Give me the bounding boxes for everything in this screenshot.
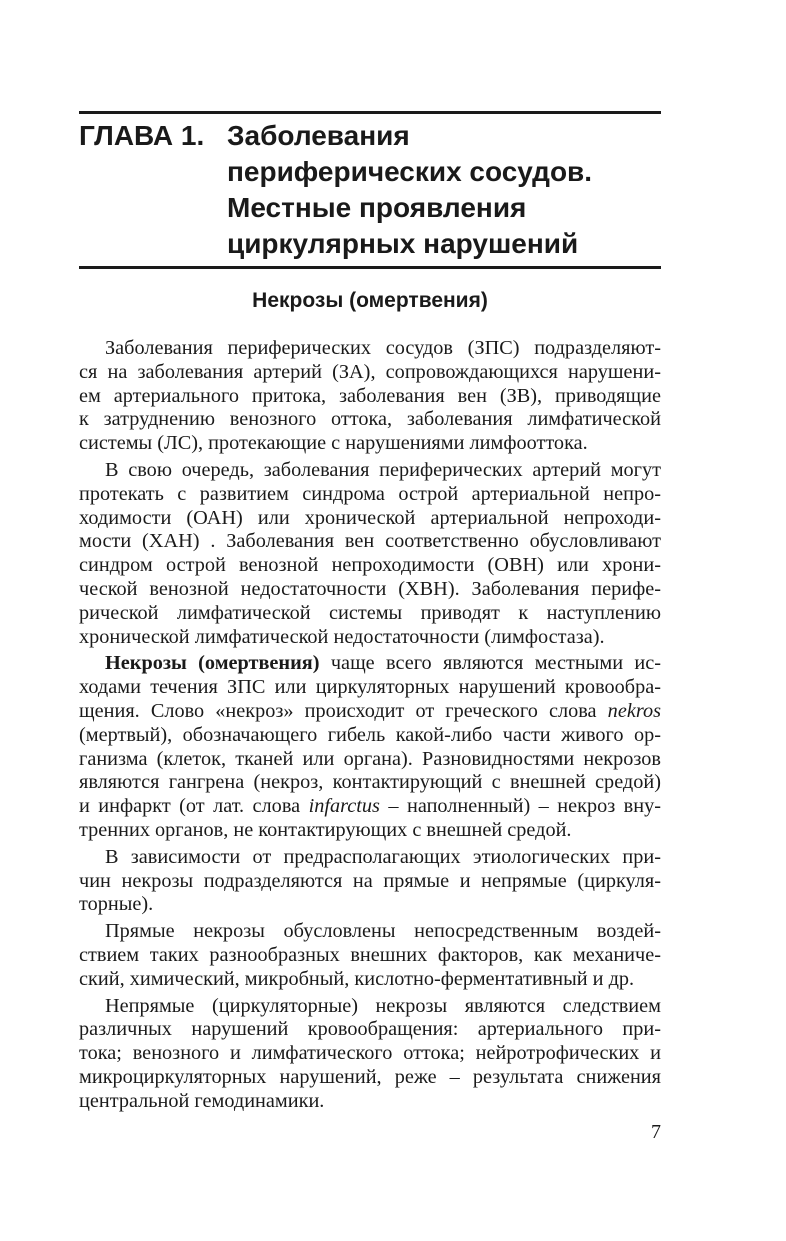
paragraph — [79, 920, 661, 991]
paragraph — [79, 337, 661, 456]
italic-term: infarctus — [308, 795, 380, 818]
text-fragment: – наполненный) – некроз вну- — [379, 795, 661, 818]
text-line: (мертвый), обозначающего гибель какой-либо части живого ор- — [79, 723, 661, 746]
chapter-header — [79, 118, 661, 262]
text-fragment: чаще всего являются местными ис- — [319, 652, 662, 675]
text-line: В зависимости от предрасполагающих этиологических при- — [105, 845, 661, 868]
text-line: ся на заболевания артерий (ЗА), сопровождающихся нарушени- — [79, 360, 661, 383]
text-line: рической лимфатической системы приводят к наступлению — [79, 601, 661, 624]
text-line: центральной гемодинамики. — [79, 1089, 325, 1112]
text-line: различных нарушений кровообращения: артериального при- — [79, 1018, 661, 1041]
text-line: к затруднению венозного оттока, заболевания лимфатической — [79, 408, 661, 431]
chapter-title-line: периферических сосудов. — [227, 156, 593, 187]
text-line — [79, 652, 661, 676]
text-line: протекать с развитием синдрома острой артериальной непро- — [79, 482, 661, 505]
chapter-top-rule — [79, 111, 661, 114]
text-line: В свою очередь, заболевания периферических артерий могут — [105, 458, 661, 481]
text-line: тренних органов, не контактирующих с внешней средой. — [79, 818, 572, 841]
text-line: ходами течения ЗПС или циркуляторных нарушений кровообра- — [79, 676, 661, 699]
italic-term: nekros — [607, 699, 661, 722]
page-number: 7 — [651, 1121, 661, 1143]
text-line: ходимости (ОАН) или хронической артериальной непроходи- — [79, 506, 661, 529]
text-line: Прямые некрозы обусловлены непосредственным воздей- — [105, 920, 661, 943]
chapter-title — [227, 118, 661, 262]
text-line — [79, 795, 661, 819]
text-line: ем артериального притока, заболевания вен (ЗВ), приводящие — [79, 384, 661, 407]
chapter-title-line: Заболевания — [227, 120, 410, 151]
chapter-bottom-rule — [79, 266, 661, 269]
body-text — [79, 337, 661, 1117]
paragraph — [79, 652, 661, 842]
paragraph — [79, 995, 661, 1114]
text-line — [79, 700, 661, 724]
text-line: Заболевания периферических сосудов (ЗПС) подразделяют- — [105, 337, 661, 359]
text-fragment: щения. Слово «некроз» происходит от греческого слова — [79, 699, 608, 722]
text-line: ганизма (клеток, тканей или органа). Разновидностями некрозов — [79, 747, 661, 770]
bold-term: Некрозы (омертвения) — [105, 652, 320, 675]
text-line: синдром острой венозной непроходимости (ОВН) или хрони- — [79, 554, 661, 577]
paragraph — [79, 846, 661, 917]
chapter-title-line: Местные проявления — [227, 192, 527, 223]
paragraph — [79, 459, 661, 649]
text-line: ствием таких разнообразных внешних факторов, как механиче- — [79, 943, 661, 966]
text-line: являются гангрена (некроз, контактирующий с внешней средой) — [79, 771, 661, 794]
text-line: мости (ХАН) . Заболевания вен соответственно обусловливают — [79, 530, 661, 553]
text-line: ческой венозной недостаточности (ХВН). Заболевания перифе- — [79, 577, 661, 600]
section-heading: Некрозы (омертвения) — [252, 289, 488, 312]
text-line: микроциркуляторных нарушений, реже – результата снижения — [79, 1065, 661, 1088]
text-line: системы (ЛС), протекающие с нарушениями лимфооттока. — [79, 432, 588, 455]
chapter-title-line: циркулярных нарушений — [227, 228, 579, 259]
text-line: торные). — [79, 893, 154, 916]
text-line: Непрямые (циркуляторные) некрозы являются следствием — [105, 994, 661, 1017]
text-line: хронической лимфатической недостаточности (лимфостаза). — [79, 625, 605, 648]
text-line: тока; венозного и лимфатического оттока; нейротрофических и — [79, 1042, 661, 1065]
text-line: ский, химический, микробный, кислотно-ферментативный и др. — [79, 967, 635, 990]
text-fragment: и инфаркт (от лат. слова — [79, 795, 309, 818]
chapter-label: ГЛАВА 1. — [79, 120, 205, 151]
text-line: чин некрозы подразделяются на прямые и непрямые (циркуля- — [79, 869, 661, 892]
